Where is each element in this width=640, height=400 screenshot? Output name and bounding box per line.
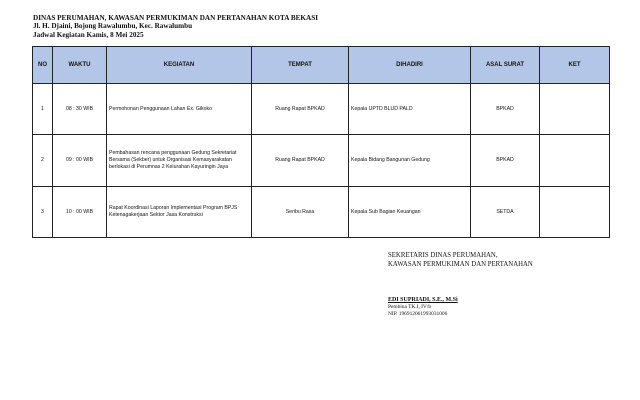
cell-dihadiri: Kepala UPTD BLUD PALD [349,84,471,135]
table-row [33,84,610,135]
col-header-ket: KET [540,47,610,84]
cell-ket [540,135,610,187]
signatory-title-line2: KAWASAN PERMUKIMAN DAN PERTANAHAN [388,261,533,269]
signatory-title-line1: SEKRETARIS DINAS PERUMAHAN, [388,252,498,259]
schedule-table [32,46,610,238]
cell-tempat: Ruang Rapat BPKAD [252,84,349,135]
col-header-waktu: WAKTU [53,47,107,84]
signatory-rank: Pembina TK.I, IV/b [388,304,432,311]
cell-kegiatan: Permohonan Penggunaan Lahan Ex. Gikoko [107,84,252,135]
cell-asal-surat: BPKAD [471,84,540,135]
cell-dihadiri: Kepala Bidang Bangunan Gedung [349,135,471,187]
signature-block [388,251,533,318]
cell-ket [540,84,610,135]
col-header-tempat: TEMPAT [252,47,349,84]
cell-kegiatan: Rapat Koordinasi Laporan Implementasi Program BPJS Ketenagakerjaan Sektor Jasa Konstruksi [107,187,252,238]
cell-asal-surat: SETDA [471,187,540,238]
signatory-nip: NIP. 196912061993031006 [388,311,448,318]
schedule-title: Jadwal Kegiatan Kamis, 8 Mei 2025 [33,30,144,39]
signatory-name: EDI SUPRIADI, S.E., M.Si [388,296,458,303]
cell-waktu: 09 : 00 WIB [53,135,107,187]
col-header-asal-surat: ASAL SURAT [471,47,540,84]
col-header-dihadiri: DIHADIRI [349,47,471,84]
cell-no: 2 [33,135,53,187]
table-header-row [33,47,610,84]
document-header [33,14,318,39]
cell-tempat: Ruang Rapat BPKAD [252,135,349,187]
cell-dihadiri: Kepala Sub Bagian Keuangan [349,187,471,238]
col-header-kegiatan: KEGIATAN [107,47,252,84]
signatory-office [388,251,533,270]
cell-waktu: 10 : 00 WIB [53,187,107,238]
cell-ket [540,187,610,238]
cell-waktu: 08 : 30 WIB [53,84,107,135]
cell-kegiatan: Pembahasan rencana penggunaan Gedung Sekretariat Bersama (Sekber) untuk Organisasi Kemasyarakatan berlokasi di Perumnas 2 Kelurahan Kayuringin Jaya [107,135,252,187]
table-row [33,187,610,238]
cell-asal-surat: BPKAD [471,135,540,187]
cell-tempat: Seribu Rasa [252,187,349,238]
cell-no: 3 [33,187,53,238]
col-header-no: NO [33,47,53,84]
agency-name: DINAS PERUMAHAN, KAWASAN PERMUKIMAN DAN PERTANAHAN KOTA BEKASI [33,14,318,22]
agency-address: Jl. H. Djaini, Bojong Rawalumbu, Kec. Rawalumbu [33,22,193,31]
cell-no: 1 [33,84,53,135]
table-row [33,135,610,187]
